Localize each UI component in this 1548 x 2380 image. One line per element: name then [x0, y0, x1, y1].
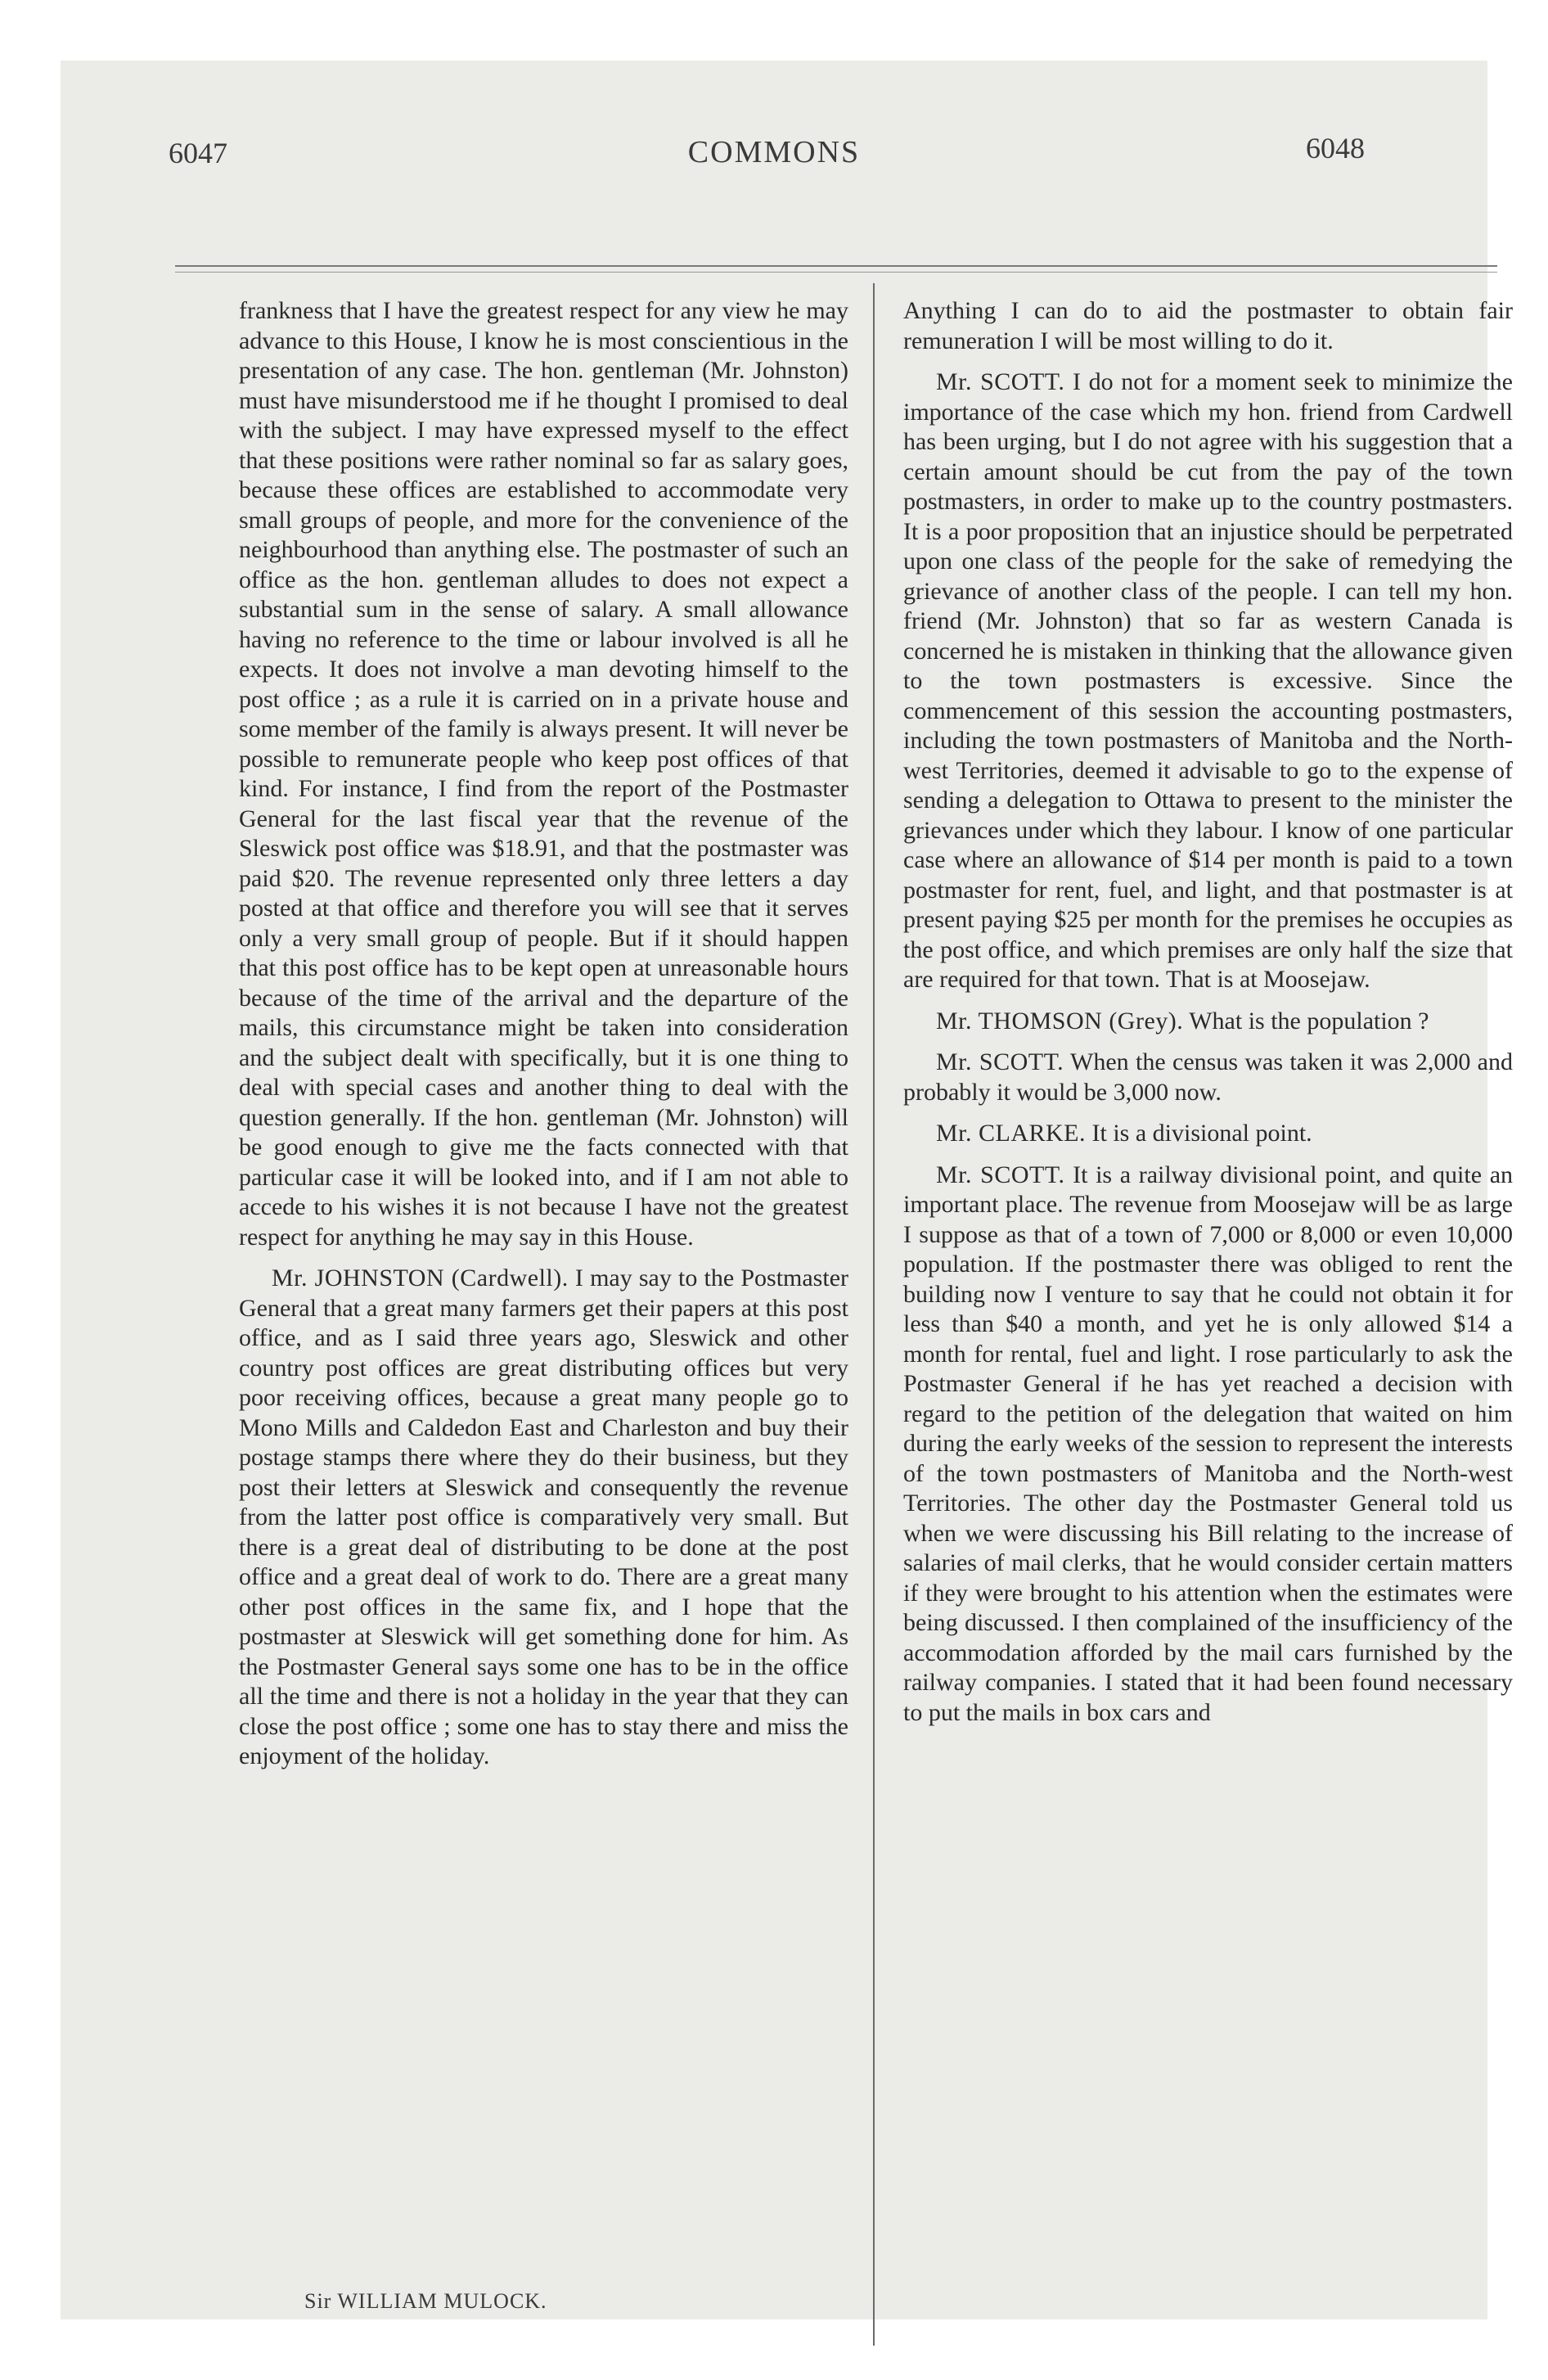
page-number-left: 6047	[169, 137, 227, 169]
right-column	[903, 296, 1513, 1728]
paragraph	[903, 1007, 1513, 1037]
speaker-name: Mr. THOMSON (Grey).	[936, 1007, 1184, 1034]
left-column	[239, 296, 848, 1772]
page-number-right: 6048	[1306, 132, 1365, 165]
column-divider	[873, 283, 875, 2346]
speaker-name: Mr. SCOTT.	[936, 1048, 1064, 1075]
header-rule	[175, 265, 1497, 267]
speech-text: I do not for a moment seek to minimize the importance of the case which my hon. friend from Cardwell has been urging, but I do not agree with his suggestion that a certain amount should be cut from the pay of the town postmasters, in order to make up to the country postmasters. It is a poor proposition that an injustice should be perpetrated upon one class of the people for the sake of remedying the grievance of another class of the people. I can tell my hon. friend (Mr. Johnston) that so far as western Canada is concerned he is mistaken in thinking that the allowance given to the town postmasters is excessive. Since the commencement of this session the accounting postmasters, including the town postmasters of Manitoba and the North-west Territories, deemed it advisable to go to the expense of sending a delegation to Ottawa to present to the minister the grievances under which they labour. I know of one particular case where an allowance of $14 per month is paid to a town postmaster for rent, fuel, and light, and that postmaster is at present paying $25 per month for the premises he occupies as the post office, and which premises are only half the size that are required for that town. That is at Moosejaw.	[903, 368, 1513, 993]
speech-text: What is the population ?	[1189, 1007, 1429, 1034]
paragraph	[903, 1119, 1513, 1149]
paragraph	[903, 1161, 1513, 1729]
paragraph: frankness that I have the greatest respect for any view he may advance to this House, I know he is most conscientious in the presentation of any case. The hon. gentleman (Mr. Johnston) must have misunderstood me if he thought I promised to deal with the subject. I may have expressed myself to the effect that these positions were rather nominal so far as salary goes, because these offices are established to accommodate very small groups of people, and more for the convenience of the neighbourhood than anything else. The postmaster of such an office as the hon. gentleman alludes to does not expect a substantial sum in the sense of salary. A small allowance having no reference to the time or labour involved is all he expects. It does not involve a man devoting himself to the post office ; as a rule it is carried on in a private house and some member of the family is always present. It will never be possible to remunerate people who keep post offices of that kind. For instance, I find from the report of the Postmaster General for the last fiscal year that the revenue of the Sleswick post office was $18.91, and that the postmaster was paid $20. The revenue represented only three letters a day posted at that office and therefore you will see that it serves only a very small group of people. But if it should happen that this post office has to be kept open at unreasonable hours because of the time of the arrival and the departure of the mails, this circumstance might be taken into consideration and the subject dealt with specifically, but it is one thing to deal with special cases and another thing to deal with the question generally. If the hon. gentleman (Mr. Johnston) will be good enough to give me the facts connected with that particular case it will be looked into, and if I am not able to accede to his wishes it is not because I have not the greatest respect for anything he may say in this House.	[239, 297, 848, 1251]
speaker-name: Mr. CLARKE.	[936, 1120, 1087, 1147]
speech-text: It is a railway divisional point, and quite an important place. The revenue from Moosejaw will be as large I suppose as that of a town of 7,000 or 8,000 or even 10,000 population. If the postmaster there was obliged to rent the building now I venture to say that he could not obtain it for less than $40 a month, and yet he is only allowed $14 a month for rental, fuel and light. I rose particularly to ask the Postmaster General if he has yet reached a decision with regard to the petition of the delegation that waited on him during the early weeks of the session to represent the interests of the town postmasters of Manitoba and the North-west Territories. The other day the Postmaster General told us when we were discussing his Bill relating to the increase of salaries of mail clerks, that he would consider certain matters if they were brought to his attention when the estimates were being discussed. I then complained of the insufficiency of the accommodation afforded by the mail cars furnished by the railway companies. I stated that it had been found necessary to put the mails in box cars and	[903, 1161, 1514, 1726]
speech-text: I may say to the Postmaster General that a great many farmers get their papers at this post office, and as I said three years ago, Sleswick and other country post offices are great distributing offices but very poor receiving offices, because a great many people go to Mono Mills and Caldedon East and Charleston and buy their postage stamps there where they do their business, but they post their letters at Sleswick and consequently the revenue from the latter post office is comparatively very small. But there is a great deal of distributing to be done at the post office and a great deal of work to do. There are a great many other post offices in the same fix, and I hope that the postmaster at Sleswick will get something done for him. As the Postmaster General says some one has to be in the office all the time and there is not a holiday in the year that they can close the post office ; some one has to stay there and miss the enjoyment of the holiday.	[239, 1264, 848, 1769]
paragraph	[239, 1264, 848, 1772]
speech-text: It is a divisional point.	[1091, 1120, 1312, 1147]
header-rule-thin	[175, 272, 1497, 273]
footer-signature: Sir WILLIAM MULOCK.	[304, 2289, 547, 2313]
running-head: COMMONS	[687, 135, 861, 169]
paragraph	[903, 367, 1513, 995]
paragraph: Anything I can do to aid the postmaster to obtain fair remuneration I will be most willing to do it.	[903, 297, 1513, 354]
speaker-name: Mr. JOHNSTON (Cardwell).	[272, 1264, 569, 1291]
speech-text: When the census was taken it was 2,000 and probably it would be 3,000 now.	[903, 1048, 1514, 1106]
scanned-page	[61, 61, 1514, 2319]
speaker-name: Mr. SCOTT.	[936, 368, 1065, 395]
paragraph	[903, 1048, 1513, 1107]
speaker-name: Mr. SCOTT.	[936, 1161, 1065, 1188]
